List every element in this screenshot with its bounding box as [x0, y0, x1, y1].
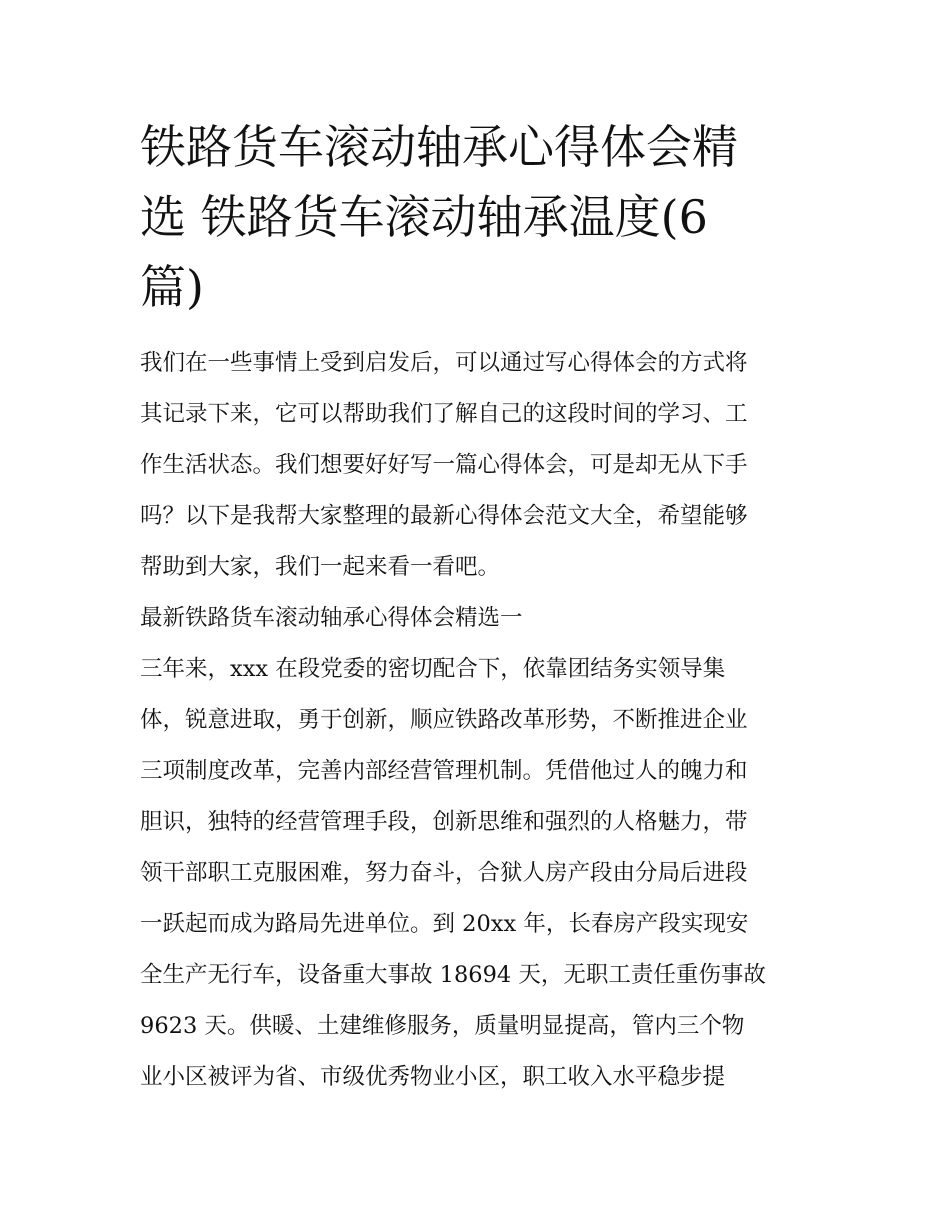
title-line: 铁路货车滚动轴承心得体会精 [140, 120, 738, 174]
text-line: 业小区被评为省、市级优秀物业小区，职工收入水平稳步提 [140, 1064, 726, 1090]
text-line: 胆识，独特的经营管理手段，创新思维和强烈的人格魅力，带 [140, 809, 748, 835]
intro-paragraph [140, 338, 820, 593]
text-line: 帮助到大家，我们一起来看一看吧。 [140, 554, 501, 580]
text-line: 三年来，xxx 在段党委的密切配合下，依靠团结务实领导集 [140, 656, 726, 682]
text-line: 吗？以下是我帮大家整理的最新心得体会范文大全，希望能够 [140, 503, 748, 529]
text-line: 三项制度改革，完善内部经营管理机制。凭借他过人的魄力和 [140, 758, 748, 784]
document-title [140, 112, 820, 322]
title-line: 选 铁路货车滚动轴承温度(6 [140, 190, 708, 244]
text-line: 作生活状态。我们想要好好写一篇心得体会，可是却无从下手 [140, 452, 748, 478]
title-line: 篇) [140, 260, 204, 314]
text-line: 体，锐意进取，勇于创新，顺应铁路改革形势，不断推进企业 [140, 707, 748, 733]
text-line: 一跃起而成为路局先进单位。到 20xx 年，长春房产段实现安 [140, 911, 749, 937]
text-line: 其记录下来，它可以帮助我们了解自己的这段时间的学习、工 [140, 401, 748, 427]
section-heading: 最新铁路货车滚动轴承心得体会精选一 [140, 605, 523, 631]
text-line: 领干部职工克服困难，努力奋斗，合狱人房产段由分局后进段 [140, 860, 748, 886]
document-page [140, 112, 820, 1103]
text-line: 全生产无行车，设备重大事故 18694 天，无职工责任重伤事故 [140, 962, 766, 988]
body-paragraph [140, 644, 820, 1103]
text-line: 9623 天。供暖、土建维修服务，质量明显提高，管内三个物 [140, 1013, 745, 1039]
text-line: 我们在一些事情上受到启发后，可以通过写心得体会的方式将 [140, 350, 748, 376]
